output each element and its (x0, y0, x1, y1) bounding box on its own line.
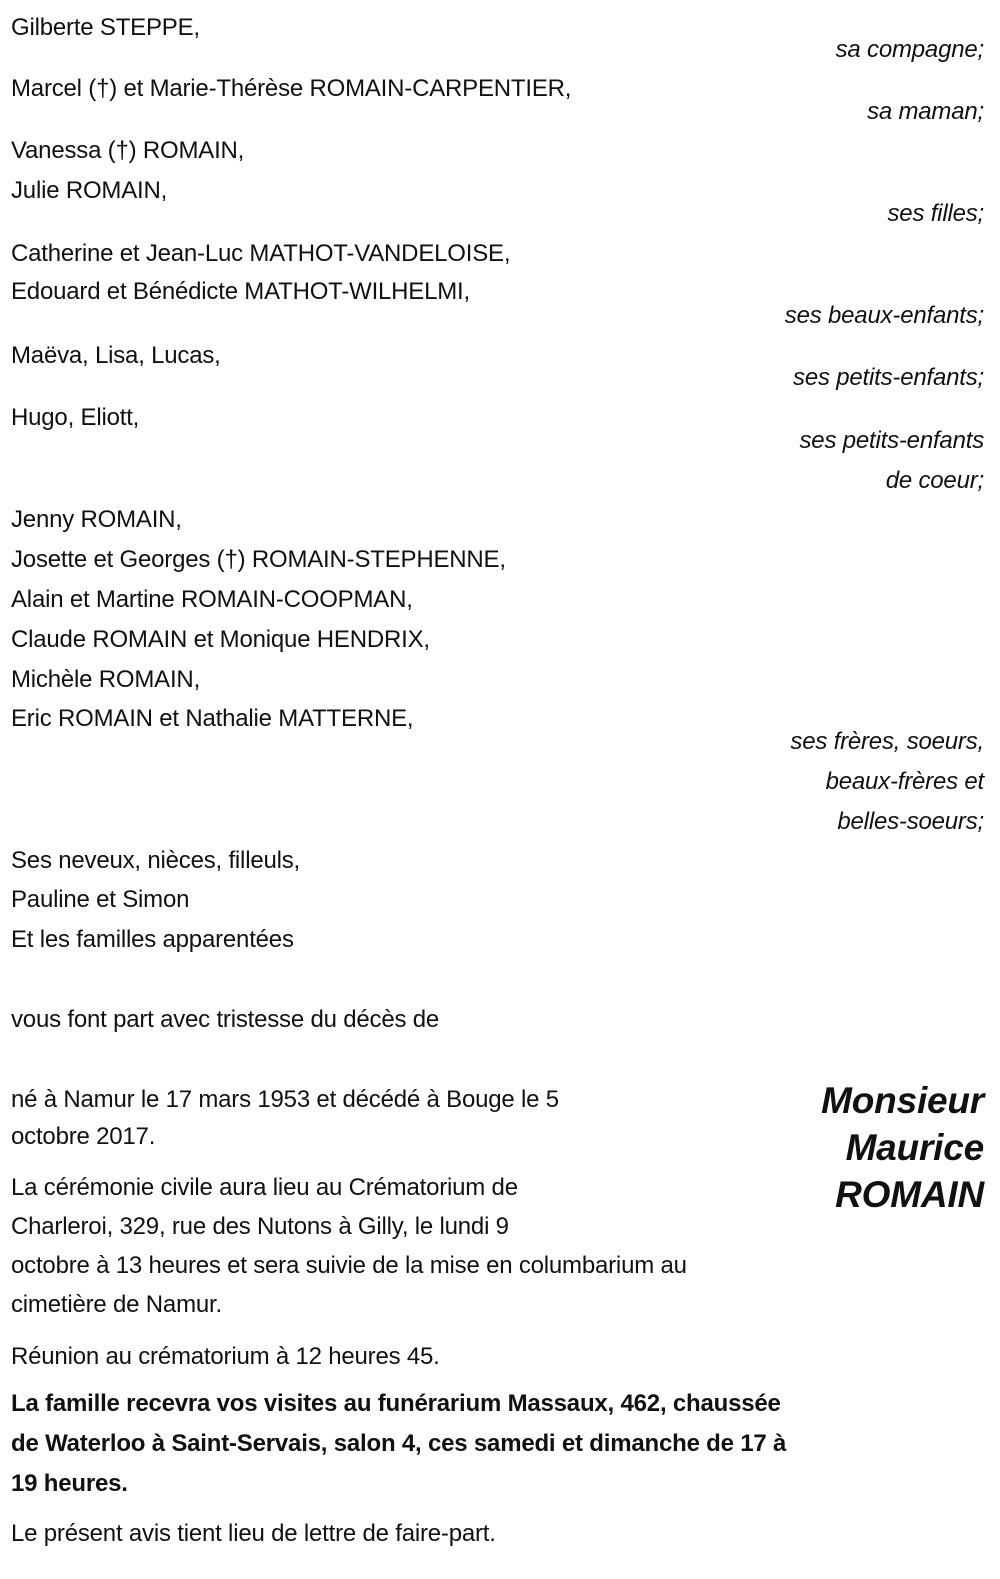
family-line: Edouard et Bénédicte MATHOT-WILHELMI, (11, 278, 470, 305)
family-line: Eric ROMAIN et Nathalie MATTERNE, (11, 705, 414, 732)
relation-label: ses petits-enfants; (793, 364, 984, 391)
relation-label: sa compagne; (835, 36, 984, 63)
family-line: Catherine et Jean-Luc MATHOT-VANDELOISE, (11, 240, 511, 267)
relation-label: sa maman; (867, 98, 984, 125)
family-line: Pauline et Simon (11, 886, 190, 913)
ceremony-line: La cérémonie civile aura lieu au Crématorium de (11, 1174, 518, 1201)
family-line: Michèle ROMAIN, (11, 666, 201, 693)
visits-line: de Waterloo à Saint-Servais, salon 4, ces samedi et dimanche de 17 à (11, 1430, 787, 1457)
ceremony-line: cimetière de Namur. (11, 1291, 222, 1318)
family-line: Claude ROMAIN et Monique HENDRIX, (11, 626, 430, 653)
deceased-last-name: ROMAIN (835, 1174, 984, 1215)
family-line: Jenny ROMAIN, (11, 506, 182, 533)
birth-death-line: octobre 2017. (11, 1123, 156, 1150)
family-line: Julie ROMAIN, (11, 177, 168, 204)
deceased-first-name: Maurice (845, 1127, 984, 1168)
family-line: Maëva, Lisa, Lucas, (11, 342, 221, 369)
relation-label: belles-soeurs; (837, 808, 984, 835)
meeting-line: Réunion au crématorium à 12 heures 45. (11, 1343, 440, 1370)
family-line: Alain et Martine ROMAIN-COOPMAN, (11, 586, 413, 613)
visits-line: La famille recevra vos visites au funérarium Massaux, 462, chaussée (11, 1390, 781, 1417)
family-line: Gilberte STEPPE, (11, 14, 200, 41)
relation-label: ses frères, soeurs, (790, 728, 984, 755)
family-line: Et les familles apparentées (11, 926, 294, 953)
ceremony-line: Charleroi, 329, rue des Nutons à Gilly, le lundi 9 (11, 1213, 509, 1240)
relation-label: ses petits-enfants (799, 427, 984, 454)
visits-line: 19 heures. (11, 1470, 128, 1497)
relation-label: ses beaux-enfants; (784, 302, 984, 329)
notice-line: Le présent avis tient lieu de lettre de faire-part. (11, 1520, 496, 1547)
family-line: Ses neveux, nièces, filleuls, (11, 847, 301, 874)
announcement: vous font part avec tristesse du décès de (11, 1006, 440, 1033)
deceased-title: Monsieur (821, 1080, 984, 1121)
ceremony-line: octobre à 13 heures et sera suivie de la mise en columbarium au (11, 1252, 687, 1279)
family-line: Hugo, Eliott, (11, 404, 140, 431)
birth-death-line: né à Namur le 17 mars 1953 et décédé à Bouge le 5 (11, 1086, 559, 1113)
family-line: Marcel (†) et Marie-Thérèse ROMAIN-CARPENTIER, (11, 75, 572, 102)
relation-label: ses filles; (887, 200, 984, 227)
relation-label: de coeur; (885, 467, 984, 494)
relation-label: beaux-frères et (825, 768, 984, 795)
family-line: Josette et Georges (†) ROMAIN-STEPHENNE, (11, 546, 506, 573)
deceased-name (821, 1077, 984, 1218)
family-line: Vanessa (†) ROMAIN, (11, 137, 245, 164)
